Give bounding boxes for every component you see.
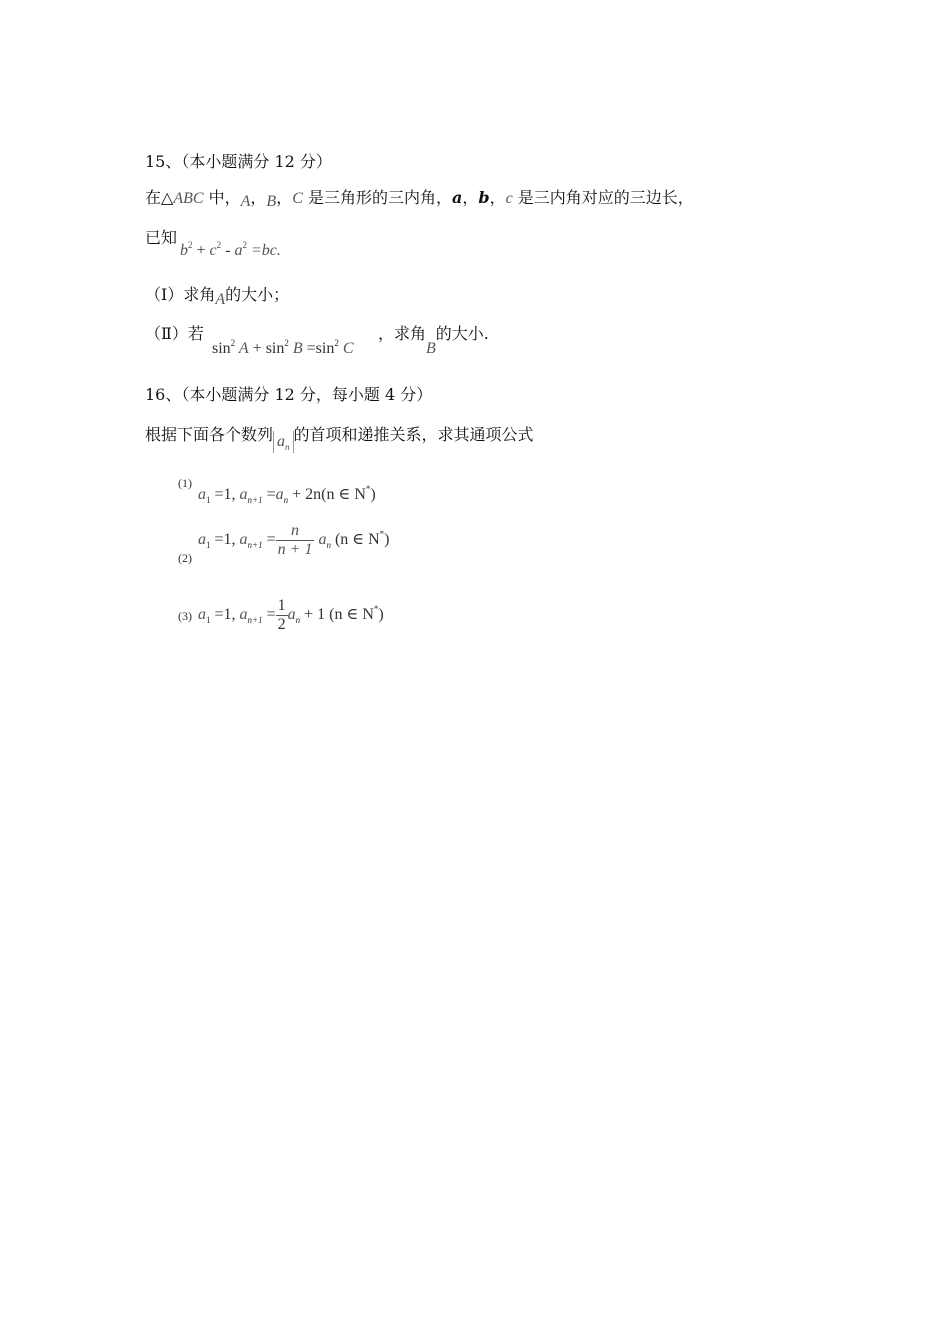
exponent: 2 xyxy=(216,240,222,250)
item-2-formula xyxy=(198,522,390,559)
sub: n+1 xyxy=(247,615,263,626)
sub: n xyxy=(283,495,289,505)
sub: n xyxy=(326,540,331,551)
q15-text-3: 是三角形的三内角， xyxy=(302,188,452,207)
var-A: A xyxy=(235,340,249,357)
var-C: C xyxy=(292,190,303,207)
var-A: A xyxy=(215,291,226,308)
formula-rhs: =bc. xyxy=(246,242,281,259)
sin-fn: sin xyxy=(315,340,335,357)
exponent: 2 xyxy=(188,240,193,250)
equals-sign: = xyxy=(302,340,316,357)
star: * xyxy=(365,484,371,494)
a: a xyxy=(239,486,248,503)
denominator: n + 1 xyxy=(277,541,313,558)
q16-intro-text-2: 的首项和递推关系，求其通项公式 xyxy=(293,425,534,444)
a: a xyxy=(318,531,327,549)
sequence-braces xyxy=(273,431,294,453)
q15-text-2: 中， xyxy=(203,188,241,207)
numerator: 1 xyxy=(277,597,286,614)
q15-part1 xyxy=(145,285,289,306)
comma: ， xyxy=(250,188,267,207)
fraction xyxy=(276,597,288,634)
sub: n+1 xyxy=(247,495,263,505)
q15-given-formula xyxy=(180,240,281,260)
part1-tail: 的大小； xyxy=(225,285,290,304)
rest: + 2n(n ∈ N xyxy=(288,486,366,503)
var-B: B xyxy=(266,193,277,210)
sin-fn: sin xyxy=(212,340,231,357)
q15-statement xyxy=(145,188,694,209)
q16-intro-text-1: 根据下面各个数列 xyxy=(145,425,274,444)
q15-text-1: 在△ xyxy=(145,188,174,207)
item-1-number xyxy=(178,474,192,492)
part2-mid: ，求角 xyxy=(378,324,427,343)
var-c: c xyxy=(505,190,513,207)
q15-text-4: 是三内角对应的三边长， xyxy=(512,188,694,207)
sub: n xyxy=(295,615,301,626)
var-A: A xyxy=(240,193,251,210)
var-b: b xyxy=(478,188,490,207)
a: a xyxy=(198,606,206,624)
item-3-formula xyxy=(198,597,384,634)
q15-header: 15、（本小题满分 12 分） xyxy=(145,152,332,171)
star: * xyxy=(373,604,379,615)
rest: (n ∈ N xyxy=(330,531,380,549)
a: a xyxy=(275,486,284,503)
a: a xyxy=(198,531,206,549)
denominator: 2 xyxy=(277,616,286,633)
a: a xyxy=(239,606,248,624)
minus-sign: - xyxy=(221,242,235,259)
comma: ， xyxy=(489,188,506,207)
item-2-number xyxy=(178,549,192,567)
triangle-abc: ABC xyxy=(173,190,204,207)
var-B: B xyxy=(288,340,303,357)
part2-tail: 的大小. xyxy=(435,324,489,343)
plus-sign: + xyxy=(248,340,266,357)
var-B: B xyxy=(426,340,436,357)
var-C: C xyxy=(338,340,354,357)
sub: 1 xyxy=(206,495,211,505)
sin-fn: sin xyxy=(265,340,285,357)
numerator: n xyxy=(276,522,315,541)
a: a xyxy=(239,531,248,549)
star: * xyxy=(379,529,385,540)
plus-sign: + xyxy=(192,242,210,259)
fraction xyxy=(276,522,315,559)
rest: + 1 (n ∈ N xyxy=(300,606,374,624)
q16-intro xyxy=(145,425,534,452)
close-paren: ) xyxy=(378,606,384,624)
a: a xyxy=(198,486,206,503)
sub: n+1 xyxy=(247,540,263,551)
close-paren: ) xyxy=(370,486,376,503)
a: a xyxy=(287,606,296,624)
formula-b: b xyxy=(180,242,188,259)
part1-label: （Ⅰ）求角 xyxy=(145,285,216,304)
eq1: =1, xyxy=(210,531,240,549)
exponent: 2 xyxy=(230,338,236,348)
comma: ， xyxy=(276,188,293,207)
seq-n: n xyxy=(285,442,290,452)
eq2: = xyxy=(262,486,276,503)
q15-given-label: 已知 xyxy=(145,228,178,247)
exponent: 2 xyxy=(334,338,339,348)
q15-part2-label: （Ⅱ）若 xyxy=(145,324,204,343)
sub: 1 xyxy=(206,540,211,551)
item-1-formula xyxy=(198,484,376,505)
item-number: (3) xyxy=(178,609,192,623)
item-number: (1) xyxy=(178,476,192,490)
exponent: 2 xyxy=(284,338,289,348)
eq2: = xyxy=(262,606,276,624)
var-a: a xyxy=(451,188,463,207)
comma: ， xyxy=(462,188,479,207)
item-number: (2) xyxy=(178,551,192,565)
q16-header: 16、（本小题满分 12 分，每小题 4 分） xyxy=(145,385,433,404)
eq1: =1, xyxy=(210,606,240,624)
exponent: 2 xyxy=(242,240,247,250)
q15-part2-formula xyxy=(212,338,354,358)
formula-c: c xyxy=(209,242,217,259)
formula-a: a xyxy=(234,242,243,259)
item-3-number xyxy=(178,607,192,625)
seq-a: a xyxy=(277,433,286,450)
close-paren: ) xyxy=(384,531,390,549)
q15-part2-rest xyxy=(378,324,489,357)
sub: 1 xyxy=(206,615,211,626)
eq2: = xyxy=(262,531,276,549)
eq1: =1, xyxy=(210,486,240,503)
